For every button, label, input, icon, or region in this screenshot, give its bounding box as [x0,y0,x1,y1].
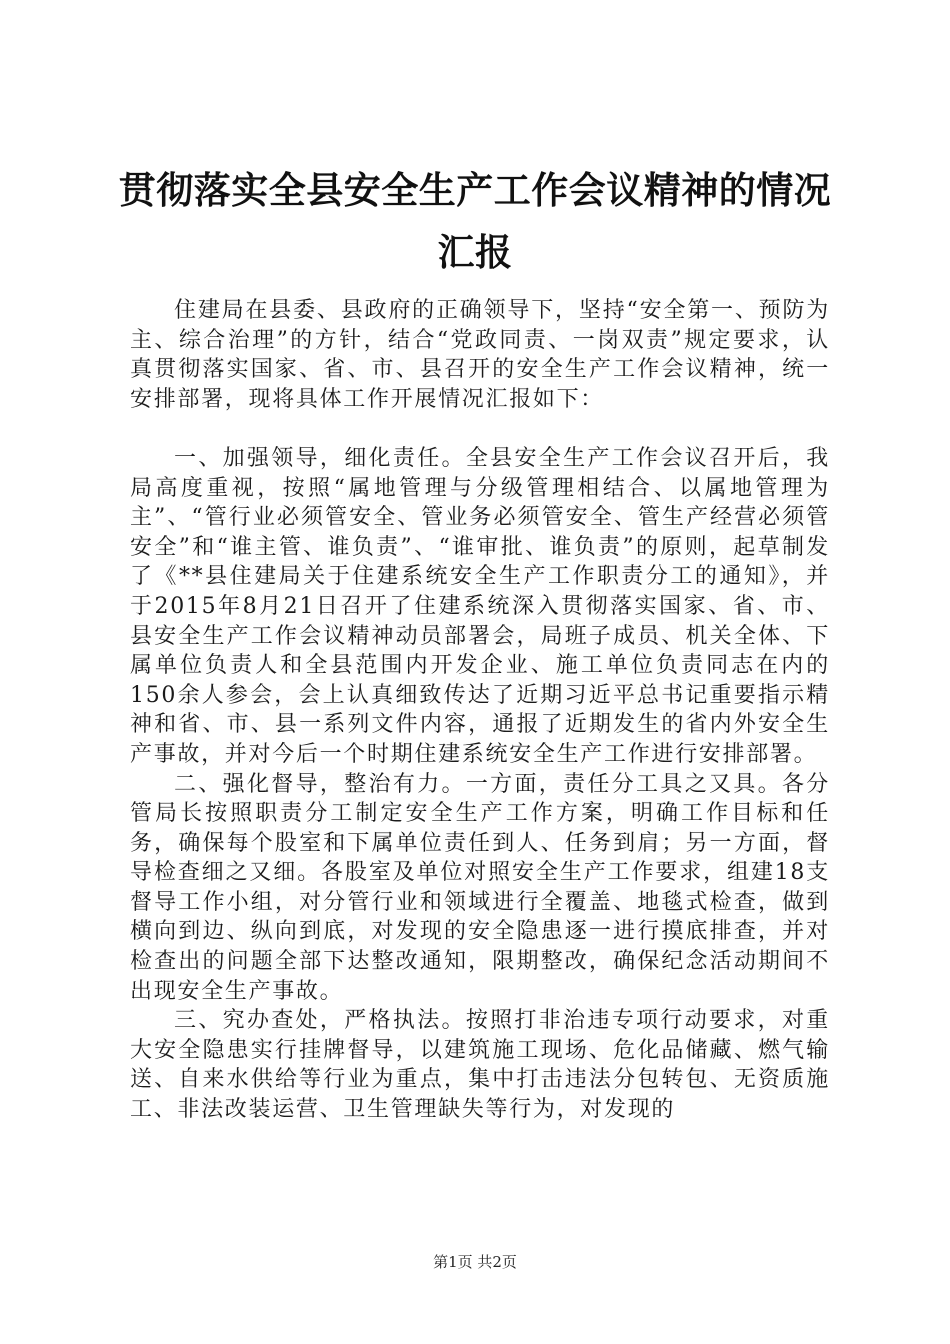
section-2-paragraph: 二、强化督导，整治有力。一方面，责任分工具之又具。各分管局长按照职责分工制定安全生产工作方案，明确工作目标和任务，确保每个股室和下属单位责任到人、任务到肩；另一方面，督导检查细之又细。各股室及单位对照安全生产工作要求，组建18支督导工作小组，对分管行业和领域进行全覆盖、地毯式检查，做到横向到边、纵向到底，对发现的安全隐患逐一进行摸底排查，并对检查出的问题全部下达整改通知，限期整改，确保纪念活动期间不出现安全生产事故。 [130,771,830,1004]
document-body [130,296,830,1125]
intro-paragraph: 住建局在县委、县政府的正确领导下，坚持“安全第一、预防为主、综合治理”的方针，结合“党政同责、一岗双责”规定要求，认真贯彻落实国家、省、市、县召开的安全生产工作会议精神，统一安排部署，现将具体工作开展情况汇报如下： [130,298,830,412]
page-number-footer: 第1页 共2页 [433,1253,517,1271]
document-title: 贯彻落实全县安全生产工作会议精神的情况汇报 [118,169,832,274]
section-1-paragraph: 一、加强领导，细化责任。全县安全生产工作会议召开后，我局高度重视，按照“属地管理与分级管理相结合、以属地管理为主”、“管行业必须管安全、管业务必须管安全、管生产经营必须管安全”和“谁主管、谁负责”、“谁审批、谁负责”的原则，起草制发了《**县住建局关于住建系统安全生产工作职责分工的通知》，并于2015年8月21日召开了住建系统深入贯彻落实国家、省、市、县安全生产工作会议精神动员部署会，局班子成员、机关全体、下属单位负责人和全县范围内开发企业、施工单位负责同志在内的150余人参会，会上认真细致传达了近期习近平总书记重要指示精神和省、市、县一系列文件内容，通报了近期发生的省内外安全生产事故，并对今后一个时期住建系统安全生产工作进行安排部署。 [130,445,830,767]
section-3-paragraph: 三、究办查处，严格执法。按照打非治违专项行动要求，对重大安全隐患实行挂牌督导，以建筑施工现场、危化品储藏、燃气输送、自来水供给等行业为重点，集中打击违法分包转包、无资质施工、非法改装运营、卫生管理缺失等行为，对发现的 [130,1008,830,1123]
